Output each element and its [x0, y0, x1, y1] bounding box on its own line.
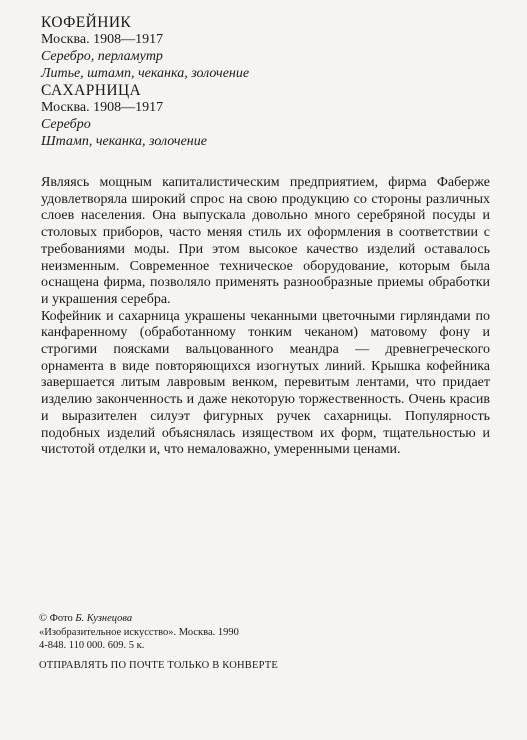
print-code: 4-848. 110 000. 609. 5 к. — [39, 640, 145, 651]
item-title: САХАРНИЦА — [41, 82, 142, 99]
item-title: КОФЕЙНИК — [41, 14, 132, 31]
item-sugar-bowl — [41, 82, 481, 150]
item-technique: Штамп, чеканка, золочение — [41, 134, 207, 149]
description-paragraph: Являясь мощным капиталистическим предприятием, фирма Фаберже удовлетворяла широкий спрос на свою продукцию со стороны различных слоев населения. Она выпускала довольно много серебряной посуды и столовых приборов, часто меняя стиль их оформления в соответствии с требованиями моды. При этом высокое качество изделий оставалось неизменным. Современное техническое оборудование, которым была оснащена фирма, позволяло применять разнообразные приемы обработки и украшения серебра. — [41, 175, 490, 307]
photo-credit — [39, 612, 479, 626]
item-place-date: Москва. 1908—1917 — [41, 32, 164, 47]
mailing-note: ОТПРАВЛЯТЬ ПО ПОЧТЕ ТОЛЬКО В КОНВЕРТЕ — [39, 660, 279, 671]
description-text — [41, 175, 490, 459]
publisher-line: «Изобразительное искусство». Москва. 1990 — [39, 626, 239, 638]
item-place-date: Москва. 1908—1917 — [41, 100, 164, 115]
item-captions — [41, 14, 481, 150]
credit-name: Б. Кузнецова — [75, 613, 133, 624]
item-material: Серебро — [41, 117, 91, 132]
imprint — [39, 612, 479, 653]
credit-prefix: © Фото — [39, 613, 76, 624]
item-material: Серебро, перламутр — [41, 49, 163, 64]
item-technique: Литье, штамп, чеканка, золочение — [41, 66, 250, 81]
description-paragraph: Кофейник и сахарница украшены чеканными цветочными гирляндами по канфаренному (обработанному тонким чеканом) матовому фону и строгими поясками вальцованного меандра — древнегреческого орнамента в виде повторяющихся изогнутых линий. Крышка кофейника завершается литым лавровым венком, перевитым лентами, что придает изделию законченность и даже некоторую торжественность. Очень красив и выразителен силуэт фигурных ручек сахарницы. Популярность подобных изделий объяснялась изяществом их форм, тщательностью и чистотой отделки и, что немаловажно, умеренными ценами. — [41, 308, 490, 458]
item-coffee-pot — [41, 14, 481, 82]
